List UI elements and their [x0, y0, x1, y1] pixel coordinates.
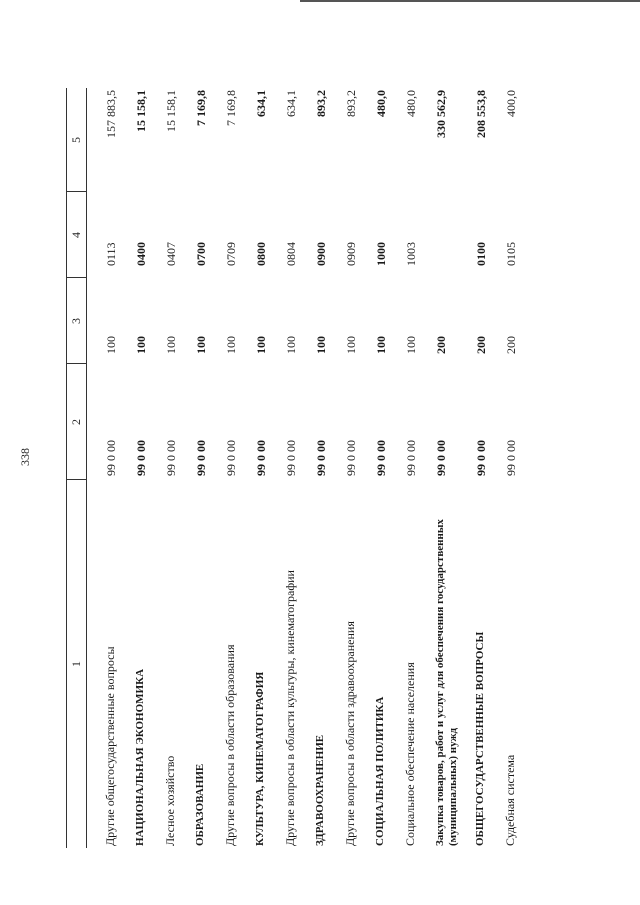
row-code-cell: 99 0 00 — [374, 440, 388, 476]
row-section-cell: 0407 — [164, 242, 178, 266]
row-amount-cell: 7 169,8 — [194, 90, 208, 126]
row-code-cell: 99 0 00 — [224, 440, 238, 476]
row-code-cell: 99 0 00 — [104, 440, 118, 476]
row-section-cell: 1003 — [404, 242, 418, 266]
row-type-cell: 200 — [474, 336, 488, 354]
row-section-cell: 1000 — [374, 242, 388, 266]
row-code-cell: 99 0 00 — [404, 440, 418, 476]
row-name-cell: НАЦИОНАЛЬНАЯ ЭКОНОМИКА — [134, 668, 146, 846]
row-amount-cell: 208 553,8 — [474, 90, 488, 138]
row-amount-cell: 480,0 — [374, 90, 388, 117]
row-type-cell: 100 — [254, 336, 268, 354]
row-type-cell: 100 — [134, 336, 148, 354]
row-name-cell: Закупка товаров, работ и услуг для обеспечения государственных (муниципальных) нужд — [434, 519, 459, 846]
row-section-cell: 0900 — [314, 242, 328, 266]
row-name-cell: ЗДРАВООХРАНЕНИЕ — [314, 734, 326, 846]
column-header-5: 5 — [69, 137, 83, 143]
row-amount-cell: 634,1 — [284, 90, 298, 117]
row-code-cell: 99 0 00 — [474, 440, 488, 476]
budget-table — [66, 88, 566, 848]
row-code-cell: 99 0 00 — [134, 440, 148, 476]
row-amount-cell: 634,1 — [254, 90, 268, 117]
row-type-cell: 100 — [224, 336, 238, 354]
row-code-cell: 99 0 00 — [314, 440, 328, 476]
row-name-cell: ОБРАЗОВАНИЕ — [194, 763, 206, 846]
row-code-cell: 99 0 00 — [164, 440, 178, 476]
row-name-cell: КУЛЬТУРА, КИНЕМАТОГРАФИЯ — [254, 671, 266, 846]
row-section-cell: 0113 — [104, 242, 118, 266]
row-name-cell: СОЦИАЛЬНАЯ ПОЛИТИКА — [374, 696, 386, 846]
row-section-cell: 0400 — [134, 242, 148, 266]
column-header-1: 1 — [69, 661, 83, 667]
row-code-cell: 99 0 00 — [504, 440, 518, 476]
column-header-4: 4 — [69, 232, 83, 238]
row-type-cell: 100 — [164, 336, 178, 354]
row-amount-cell: 157 883,5 — [104, 90, 118, 138]
column-header-2: 2 — [69, 419, 83, 425]
row-amount-cell: 15 158,1 — [164, 90, 178, 132]
header-bottom-rule — [86, 88, 87, 848]
row-type-cell: 100 — [404, 336, 418, 354]
page-number: 338 — [18, 448, 32, 466]
row-code-cell: 99 0 00 — [434, 440, 448, 476]
row-code-cell: 99 0 00 — [194, 440, 208, 476]
row-type-cell: 100 — [344, 336, 358, 354]
row-section-cell: 0105 — [504, 242, 518, 266]
row-code-cell: 99 0 00 — [284, 440, 298, 476]
row-type-cell: 200 — [434, 336, 448, 354]
row-amount-cell: 7 169,8 — [224, 90, 238, 126]
row-name-cell: Социальное обеспечение населения — [403, 662, 417, 846]
row-name-cell: Другие вопросы в области здравоохранения — [343, 621, 357, 846]
row-amount-cell: 15 158,1 — [134, 90, 148, 132]
row-amount-cell: 480,0 — [404, 90, 418, 117]
row-amount-cell: 893,2 — [314, 90, 328, 117]
column-header-3: 3 — [69, 318, 83, 324]
row-type-cell: 200 — [504, 336, 518, 354]
top-edge-rule — [300, 0, 640, 2]
row-section-cell: 0700 — [194, 242, 208, 266]
row-code-cell: 99 0 00 — [344, 440, 358, 476]
row-type-cell: 100 — [104, 336, 118, 354]
row-amount-cell: 400,0 — [504, 90, 518, 117]
row-name-cell: Лесное хозяйство — [163, 755, 177, 846]
row-section-cell: 0709 — [224, 242, 238, 266]
rotated-table-frame — [66, 88, 566, 848]
row-amount-cell: 330 562,9 — [434, 90, 448, 138]
row-section-cell: 0804 — [284, 242, 298, 266]
row-type-cell: 100 — [374, 336, 388, 354]
row-section-cell: 0100 — [474, 242, 488, 266]
row-section-cell: 0800 — [254, 242, 268, 266]
row-name-cell: Судебная система — [503, 754, 517, 846]
row-name-cell: ОБЩЕГОСУДАРСТВЕННЫЕ ВОПРОСЫ — [474, 631, 486, 846]
row-type-cell: 100 — [314, 336, 328, 354]
row-type-cell: 100 — [284, 336, 298, 354]
row-amount-cell: 893,2 — [344, 90, 358, 117]
row-name-cell: Другие вопросы в области культуры, кинематографии — [283, 570, 297, 846]
row-section-cell: 0909 — [344, 242, 358, 266]
row-type-cell: 100 — [194, 336, 208, 354]
row-name-cell: Другие общегосударственные вопросы — [103, 646, 117, 846]
row-code-cell: 99 0 00 — [254, 440, 268, 476]
row-name-cell: Другие вопросы в области образования — [223, 644, 237, 846]
